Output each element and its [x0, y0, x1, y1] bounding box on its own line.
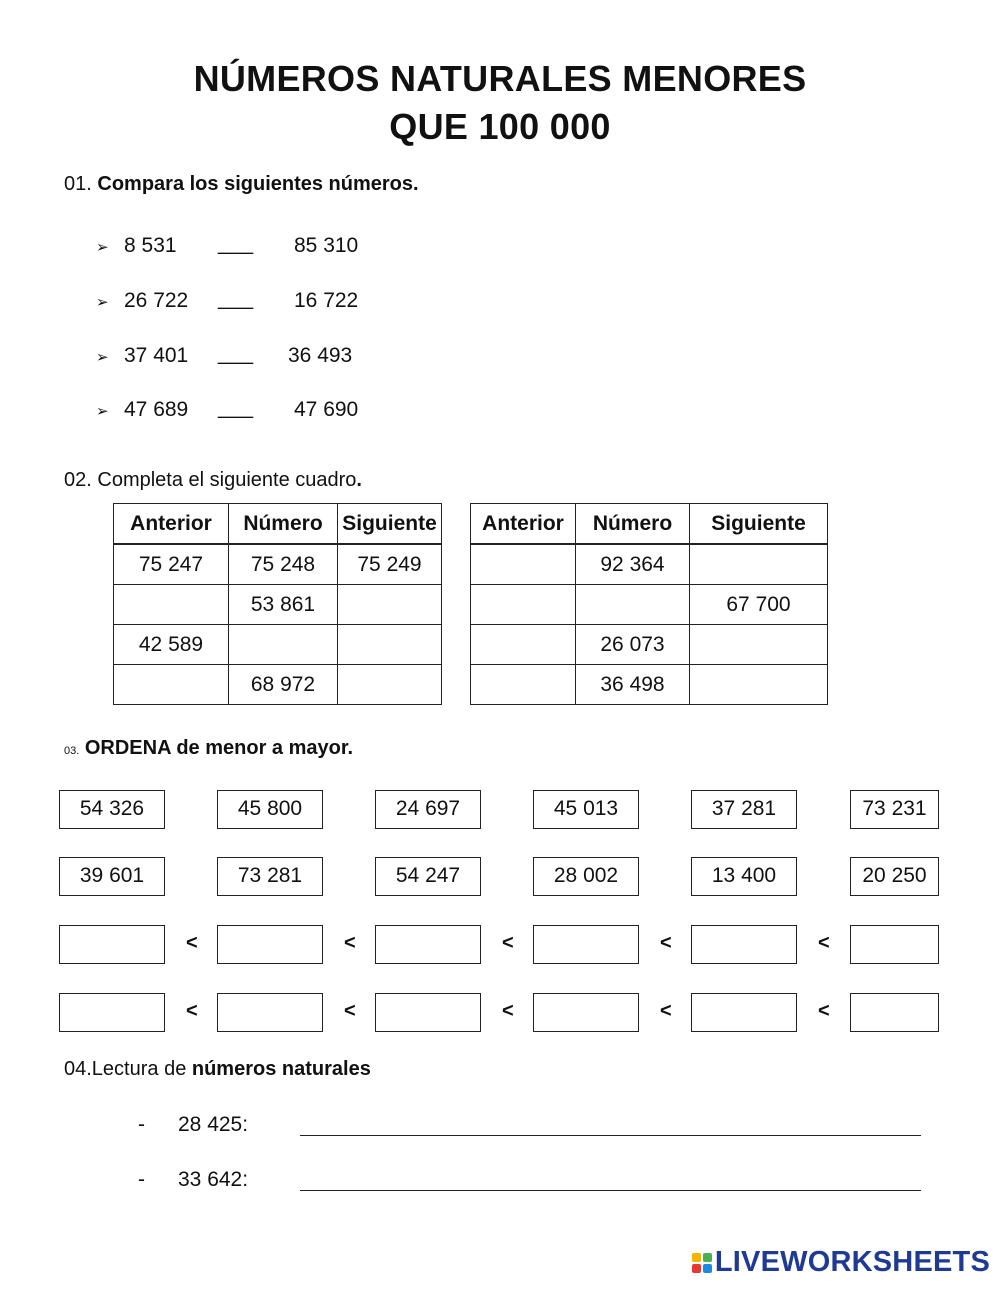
- order-answer-box[interactable]: [533, 925, 639, 964]
- number-card[interactable]: 28 002: [533, 857, 639, 896]
- number-card[interactable]: 45 800: [217, 790, 323, 829]
- page-title-line-1: NÚMEROS NATURALES MENORES: [193, 58, 807, 99]
- arrow-bullet-icon: ➢: [96, 403, 109, 420]
- table-header: Siguiente: [690, 504, 828, 545]
- table-cell: 36 498: [576, 665, 690, 705]
- number-card[interactable]: 37 281: [691, 790, 797, 829]
- compare-left-number: 47 689: [124, 398, 189, 421]
- section-2-period: .: [356, 469, 362, 491]
- section-2-heading: [64, 469, 362, 492]
- compare-right-number: 47 690: [294, 398, 359, 421]
- compare-blank[interactable]: ___: [218, 342, 254, 365]
- table-input-cell[interactable]: [471, 665, 576, 705]
- compare-right-number: 36 493: [288, 344, 353, 367]
- logo-icon-tile: [703, 1253, 712, 1262]
- table-header: Anterior: [114, 504, 229, 545]
- logo-icon-tile: [692, 1253, 701, 1262]
- section-2-number: 02.: [64, 469, 92, 491]
- table-input-cell[interactable]: [338, 665, 442, 705]
- order-answer-box[interactable]: [850, 993, 939, 1032]
- order-answer-box[interactable]: [691, 925, 797, 964]
- order-answer-box[interactable]: [375, 993, 481, 1032]
- compare-blank[interactable]: ___: [218, 232, 254, 255]
- table-cell: 92 364: [576, 544, 690, 585]
- order-answer-box[interactable]: [217, 925, 323, 964]
- table-header: Siguiente: [338, 504, 442, 545]
- table-input-cell[interactable]: [690, 665, 828, 705]
- compare-left-number: 26 722: [124, 289, 189, 312]
- compare-blank[interactable]: ___: [218, 396, 254, 419]
- number-card[interactable]: 20 250: [850, 857, 939, 896]
- section-4-title: números naturales: [191, 1058, 371, 1080]
- table-input-cell[interactable]: [114, 585, 229, 625]
- less-than-symbol: <: [344, 932, 356, 954]
- table-cell: 26 073: [576, 625, 690, 665]
- table-row: [114, 665, 442, 705]
- liveworksheets-logo-icon: [692, 1253, 712, 1273]
- section-1-title: Compara los siguientes números.: [97, 173, 419, 195]
- table-header: Anterior: [471, 504, 576, 545]
- compare-right-number: 16 722: [294, 289, 359, 312]
- number-card[interactable]: 39 601: [59, 857, 165, 896]
- logo-icon-tile: [703, 1264, 712, 1273]
- table-cell: 68 972: [229, 665, 338, 705]
- less-than-symbol: <: [660, 1000, 672, 1022]
- table-cell: 75 249: [338, 544, 442, 585]
- table-cell: 75 247: [114, 544, 229, 585]
- number-card[interactable]: 73 281: [217, 857, 323, 896]
- liveworksheets-logo-text: LIVEWORKSHEETS: [714, 1246, 990, 1278]
- predecessor-successor-table-right: [470, 503, 828, 705]
- arrow-bullet-icon: ➢: [96, 239, 109, 256]
- reading-number: 33 642:: [178, 1168, 249, 1191]
- table-input-cell[interactable]: [229, 625, 338, 665]
- number-card[interactable]: 54 326: [59, 790, 165, 829]
- less-than-symbol: <: [818, 1000, 830, 1022]
- order-answer-box[interactable]: [691, 993, 797, 1032]
- arrow-bullet-icon: ➢: [96, 349, 109, 366]
- table-row: [471, 585, 828, 625]
- less-than-symbol: <: [502, 932, 514, 954]
- section-4-prefix: 04.Lectura de: [64, 1058, 192, 1080]
- reading-answer-line[interactable]: [300, 1190, 921, 1191]
- reading-answer-line[interactable]: [300, 1135, 921, 1136]
- table-input-cell[interactable]: [338, 585, 442, 625]
- order-answer-box[interactable]: [217, 993, 323, 1032]
- section-4-heading: [64, 1058, 371, 1081]
- order-answer-box[interactable]: [59, 925, 165, 964]
- number-card[interactable]: 24 697: [375, 790, 481, 829]
- table-row: [471, 544, 828, 585]
- order-answer-box[interactable]: [59, 993, 165, 1032]
- order-answer-box[interactable]: [850, 925, 939, 964]
- table-input-cell[interactable]: [338, 625, 442, 665]
- section-2-title: Completa el siguiente cuadro: [97, 469, 357, 491]
- less-than-symbol: <: [818, 932, 830, 954]
- reading-number: 28 425:: [178, 1113, 249, 1136]
- compare-left-number: 37 401: [124, 344, 189, 367]
- section-1-number: 01.: [64, 173, 92, 195]
- table-row: [471, 665, 828, 705]
- table-cell: 42 589: [114, 625, 229, 665]
- table-header: Número: [576, 504, 690, 545]
- section-3-heading: [64, 737, 353, 760]
- table-input-cell[interactable]: [471, 544, 576, 585]
- table-header: Número: [229, 504, 338, 545]
- number-card[interactable]: 45 013: [533, 790, 639, 829]
- less-than-symbol: <: [186, 932, 198, 954]
- section-3-number: 03.: [64, 745, 80, 757]
- table-input-cell[interactable]: [471, 585, 576, 625]
- number-card[interactable]: 73 231: [850, 790, 939, 829]
- table-input-cell[interactable]: [690, 544, 828, 585]
- section-1-heading: [64, 173, 419, 196]
- arrow-bullet-icon: ➢: [96, 294, 109, 311]
- table-row: [114, 544, 442, 585]
- less-than-symbol: <: [344, 1000, 356, 1022]
- page-title-line-2: QUE 100 000: [389, 106, 611, 147]
- table-input-cell[interactable]: [471, 625, 576, 665]
- compare-blank[interactable]: ___: [218, 287, 254, 310]
- order-answer-box[interactable]: [533, 993, 639, 1032]
- predecessor-successor-table-left: [113, 503, 442, 705]
- less-than-symbol: <: [502, 1000, 514, 1022]
- table-input-cell[interactable]: [114, 665, 229, 705]
- section-3-title: ORDENA de menor a mayor.: [84, 737, 354, 759]
- table-row: [471, 625, 828, 665]
- number-card[interactable]: 54 247: [375, 857, 481, 896]
- less-than-symbol: <: [660, 932, 672, 954]
- table-input-cell[interactable]: [576, 585, 690, 625]
- compare-left-number: 8 531: [124, 234, 177, 257]
- table-row: [114, 585, 442, 625]
- table-input-cell[interactable]: [690, 625, 828, 665]
- number-card[interactable]: 13 400: [691, 857, 797, 896]
- table-cell: 75 248: [229, 544, 338, 585]
- table-cell: 53 861: [229, 585, 338, 625]
- compare-right-number: 85 310: [294, 234, 359, 257]
- liveworksheets-logo[interactable]: [692, 1246, 990, 1279]
- table-cell: 67 700: [690, 585, 828, 625]
- order-answer-box[interactable]: [375, 925, 481, 964]
- table-row: [114, 625, 442, 665]
- less-than-symbol: <: [186, 1000, 198, 1022]
- logo-icon-tile: [692, 1264, 701, 1273]
- reading-dash: -: [138, 1168, 145, 1191]
- reading-dash: -: [138, 1113, 145, 1136]
